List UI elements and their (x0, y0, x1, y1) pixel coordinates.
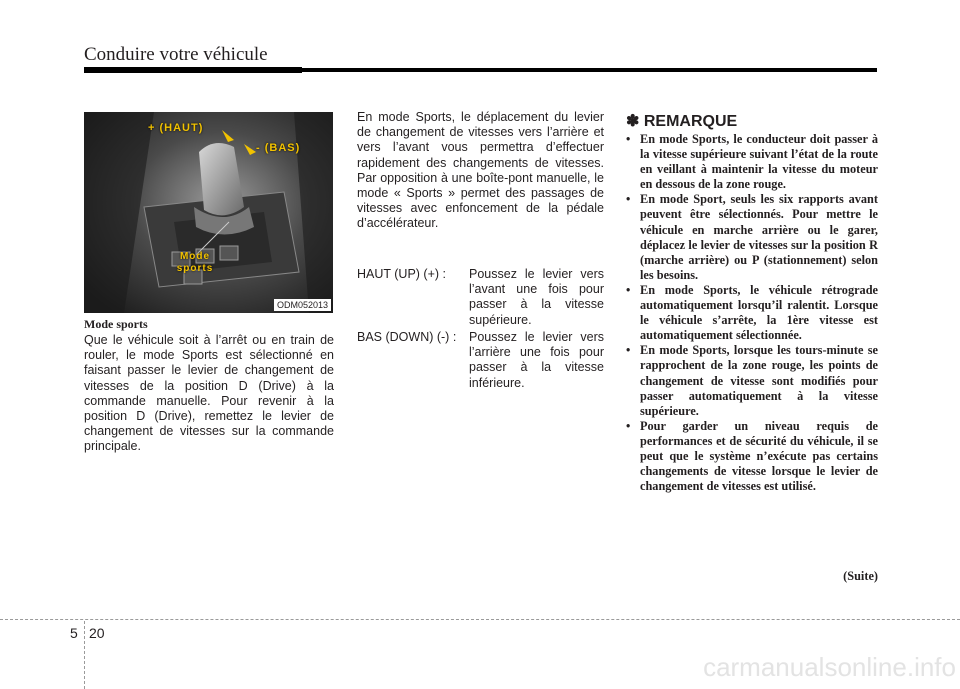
bullet-icon: • (626, 282, 631, 297)
note-item-text: En mode Sports, le véhicule rétrograde automatiquement lorsqu’il ralentit. Lorsque le véhicule s’arrête, la 1ère vitesse est automatiquement sélectionnée. (640, 282, 878, 343)
continued-label: (Suite) (843, 569, 878, 583)
label-shift-up: + (HAUT) (148, 122, 204, 134)
left-paragraph: Que le véhicule soit à l’arrêt ou en train de rouler, le mode Sports est sélectionné en faisant passer le levier de changement de vitesses de la position D (Drive) à la commande manuelle. Pour revenir à la position D (Drive), remettez le levier de changement de vitesses sur la commande principale. (84, 333, 334, 454)
figure-caption: Mode sports (84, 317, 148, 331)
label-sport-mode: Mode sports (176, 251, 214, 274)
note-item-text: En mode Sport, seuls les six rapports avant peuvent être sélectionnés. Pour mettre le véhicule en marche arrière ou le garer, déplacez le levier de vitesses sur la position R (marche arrière) ou P (stationnement) selon les besoins. (640, 192, 878, 282)
note-item-text: Pour garder un niveau requis de performances et de sécurité du véhicule, il se peut que le système n’exécute pas certains changements de vitesse lorsque le levier de changement de vitesses est utilisé. (640, 418, 878, 494)
note-item (626, 283, 878, 343)
header-rule-accent (84, 67, 302, 73)
note-title: ✽ REMARQUE (626, 113, 738, 130)
middle-paragraph: En mode Sports, le déplacement du levier de changement de vitesses vers l’arrière et vers l’avant vous permettra d’effectuer rapidement des changements de vitesses. Par opposition à une boîte-pont manuelle, le mode « Sports » permet des passages de vitesses avec enfoncement de la pédale d’accélérateur. (357, 110, 604, 231)
footer-rule (0, 619, 960, 620)
note-item (626, 132, 878, 192)
label-shift-down: - (BAS) (256, 142, 301, 154)
header-rule (84, 68, 877, 72)
definition-up (357, 267, 604, 328)
bullet-icon: • (626, 192, 631, 207)
note-item-text: En mode Sports, lorsque les tours-minute se rapprochent de la zone rouge, les points de changement de vitesse sont modifiés pour passer automatiquement à la vitesse supérieure. (640, 343, 878, 418)
bullet-icon: • (626, 343, 631, 358)
note-list (626, 132, 878, 494)
gear-shift-photo (84, 112, 333, 313)
definition-down-desc: Poussez le levier vers l’arrière une fois pour passer à la vitesse inférieure. (469, 330, 604, 390)
note-item-text: En mode Sports, le conducteur doit passer à la vitesse supérieure suivant l’état de la route en veillant à maintenir la vitesse du moteur en dessous de la zone rouge. (640, 132, 878, 192)
figure-code: ODM052013 (274, 299, 331, 311)
section-number: 5 (70, 625, 78, 641)
watermark: carmanualsonline.info (703, 652, 956, 682)
page-number: 20 (89, 625, 105, 641)
bullet-icon: • (626, 418, 631, 433)
definition-down-term: BAS (DOWN) (-) : (357, 330, 457, 344)
definition-up-desc: Poussez le levier vers l’avant une fois pour passer à la vitesse supérieure. (469, 267, 604, 327)
note-item (626, 419, 878, 494)
page-header-title: Conduire votre véhicule (84, 44, 268, 65)
definition-up-term: HAUT (UP) (+) : (357, 267, 447, 281)
note-item (626, 343, 878, 418)
note-item (626, 192, 878, 283)
definition-down (357, 330, 604, 391)
bullet-icon: • (626, 132, 631, 146)
footer-divider (84, 621, 85, 689)
